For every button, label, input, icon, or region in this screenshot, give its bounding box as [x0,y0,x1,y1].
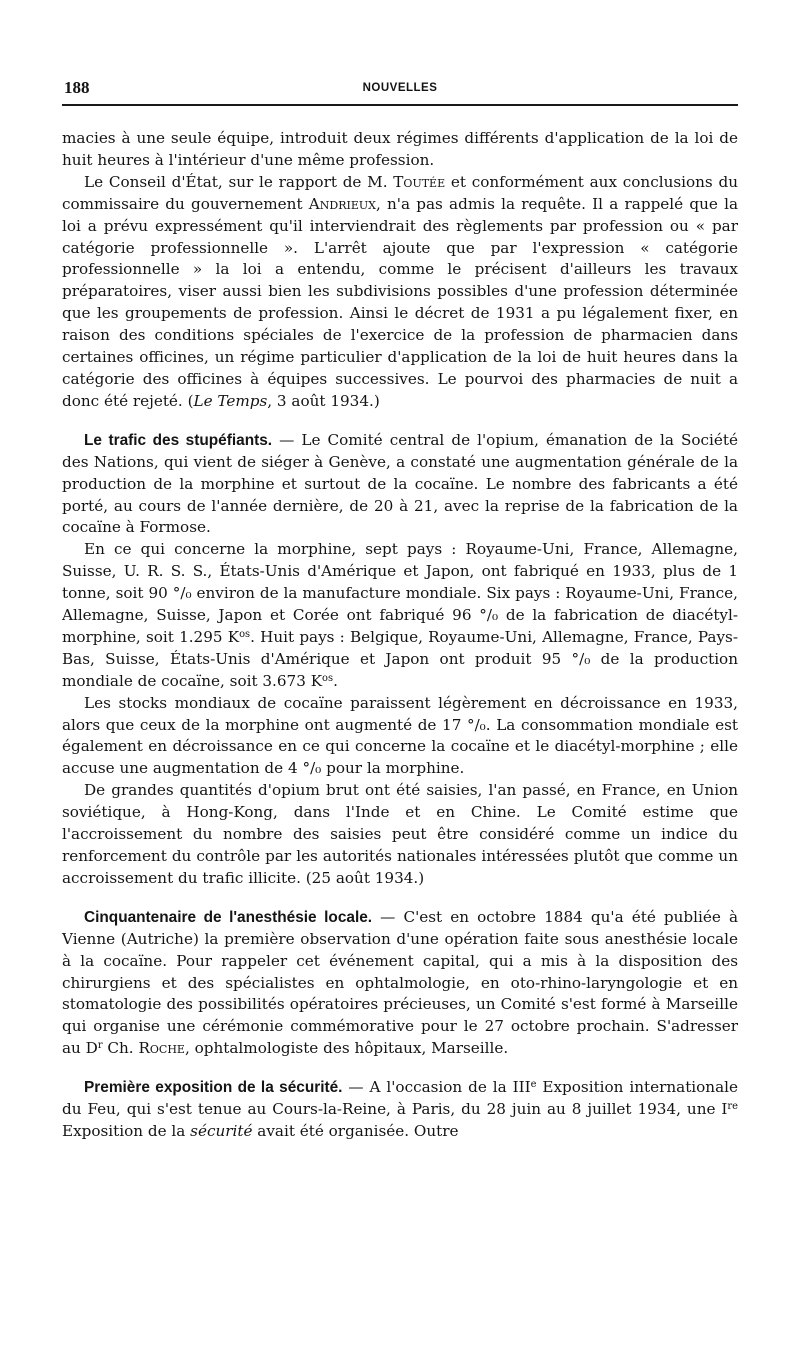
emphasis-text: sécurité [190,1121,253,1140]
page-number: 188 [64,78,90,97]
header-rule [62,104,738,106]
per-mille-sign: °/₀ [571,649,591,668]
paragraph-morphine [62,539,738,692]
text-run: , ophtalmologiste des hôpitaux, Marseille. [184,1039,509,1058]
title-superscript: r [97,1040,103,1052]
text-run: En ce qui concerne la morphine, sept pays : Royaume-Uni, France, Allemagne, Suisse, U. R. S. S., États-Unis d'Amérique et Japon, ont fabriqué en 1933, plus de 1 tonne, soit 90 [62,540,738,603]
paragraph-continued [62,128,738,172]
page-header [62,76,738,102]
person-name: Andrieux [308,194,376,213]
paragraph-opium [62,780,738,890]
text-run: . [333,671,338,690]
text-run: de la fabrication de diacétyl-morphine, soit 1.295 K [62,606,738,646]
text-run: , 3 août 1934.) [267,391,380,410]
per-mille-sign: °/₀ [479,606,499,625]
text-run: Exposition internationale du Feu, qui s'est tenue au Cours-la-Reine, à Paris, du 28 juin au 8 juillet 1934, une I [62,1078,738,1119]
section-securite [62,1077,738,1143]
text-run: Exposition de la [62,1121,191,1140]
unit-superscript: os [239,629,251,640]
text-run: Les stocks mondiaux de cocaïne paraissent légèrement en décroissance en 1933, alors que ceux de la morphine ont augmenté de 17 [62,693,738,734]
section-heading: Cinquantenaire de l'anesthésie locale. [84,908,373,926]
text-run: pour la morphine. [321,759,465,778]
text-run: . La consommation mondiale est également en décroissance en ce qui concerne la cocaïne et le diacétyl-morphine ; elle accuse une augmentation de 4 [62,715,738,778]
person-name: Roche [138,1039,185,1058]
section-anesthesie [62,907,738,1060]
page-body [62,128,738,1143]
per-mille-sign: °/₀ [172,584,192,603]
text-run: De grandes quantités d'opium brut ont été saisies, l'an passé, en France, en Union soviétique, à Hong-Kong, dans l'Inde et en Chine. Le Comité estime que l'accroissement du nombre des saisies peut être considéré comme un indice du renforcement du contrôle par les autorités nationales intéressées plutôt que comme un accroissement du trafic illicite. (25 août 1934.) [62,781,738,887]
paragraph-conseil-etat [62,172,738,413]
ordinal-superscript: e [530,1079,537,1091]
per-mille-sign: °/₀ [466,715,486,734]
per-mille-sign: °/₀ [302,759,322,778]
person-name: Toutée [393,172,446,191]
ordinal-superscript: re [727,1101,738,1113]
section-stupefiants [62,430,738,540]
text-run: Le Conseil d'État, sur le rapport de M. [84,172,394,191]
section-heading: Première exposition de la sécurité. [84,1079,343,1097]
text-run: avait été organisée. Outre [252,1121,459,1140]
text-run: — C'est en octobre 1884 qu'a été publiée à Vienne (Autriche) la première observation d'une opération faite sous anesthésie locale à la cocaïne. Pour rappeler cet événement capital, qui a mis à la disposition des chirurgiens et des spécialistes en ophtalmologie, en oto-rhino-laryngologie et en stomatologie des possibilités opératoires précieuses, un Comité s'est formé à Marseille qui organise une cérémonie commémorative pour le 27 octobre prochain. S'adresser au D [62,907,738,1058]
source-citation: Le Temps [193,391,268,410]
running-title: NOUVELLES [362,82,438,94]
paragraph-stocks [62,693,738,781]
text-run: . Huit pays : Belgique, Royaume-Uni, Allemagne, France, Pays-Bas, Suisse, États-Unis d'Amérique et Japon ont produit 95 [62,627,738,668]
paragraph-text: macies à une seule équipe, introduit deux régimes différents d'application de la loi de huit heures à l'intérieur d'une même profession. [62,129,738,169]
text-run: , n'a pas admis la requête. Il a rappelé que la loi a prévu expressément qu'il interviendrait des règlements par profession ou « par catégorie professionnelle ». L'arrêt ajoute que par l'expression « catégorie professionnelle » la loi a entendu, comme le précisent d'ailleurs les travaux préparatoires, viser aussi bien les subdivisions possibles d'une profession déterminée que les groupements de profession. Ainsi le décret de 1931 a pu légalement fixer, en raison des conditions spéciales de l'exercice de la profession de pharmacien dans certaines officines, un régime particulier d'application de la loi de huit heures dans la catégorie des officines à équipes successives. Le pourvoi des pharmacies de nuit a donc été rejeté. ( [62,194,738,410]
text-run: — Le Comité central de l'opium, émanation de la Société des Nations, qui vient de siéger à Genève, a constaté une augmentation générale de la production de la morphine et surtout de la cocaïne. Le nombre des fabricants a été porté, au cours de l'année dernière, de 20 à 21, avec la reprise de la fabrication de la cocaïne à Formose. [62,430,738,537]
unit-superscript: os [322,672,334,684]
text-run: et conformément aux conclusions du commissaire du gouvernement [62,172,738,213]
section-heading: Le trafic des stupéfiants. [84,431,273,449]
text-run: environ de la manufacture mondiale. Six pays : Royaume-Uni, France, Allemagne, Suisse, Japon et Corée ont fabriqué 96 [62,584,738,625]
text-run: de la production mondiale de cocaïne, soit 3.673 K [62,649,738,690]
text-run: — A l'occasion de la III [342,1078,531,1097]
text-run: Ch. [102,1039,139,1058]
